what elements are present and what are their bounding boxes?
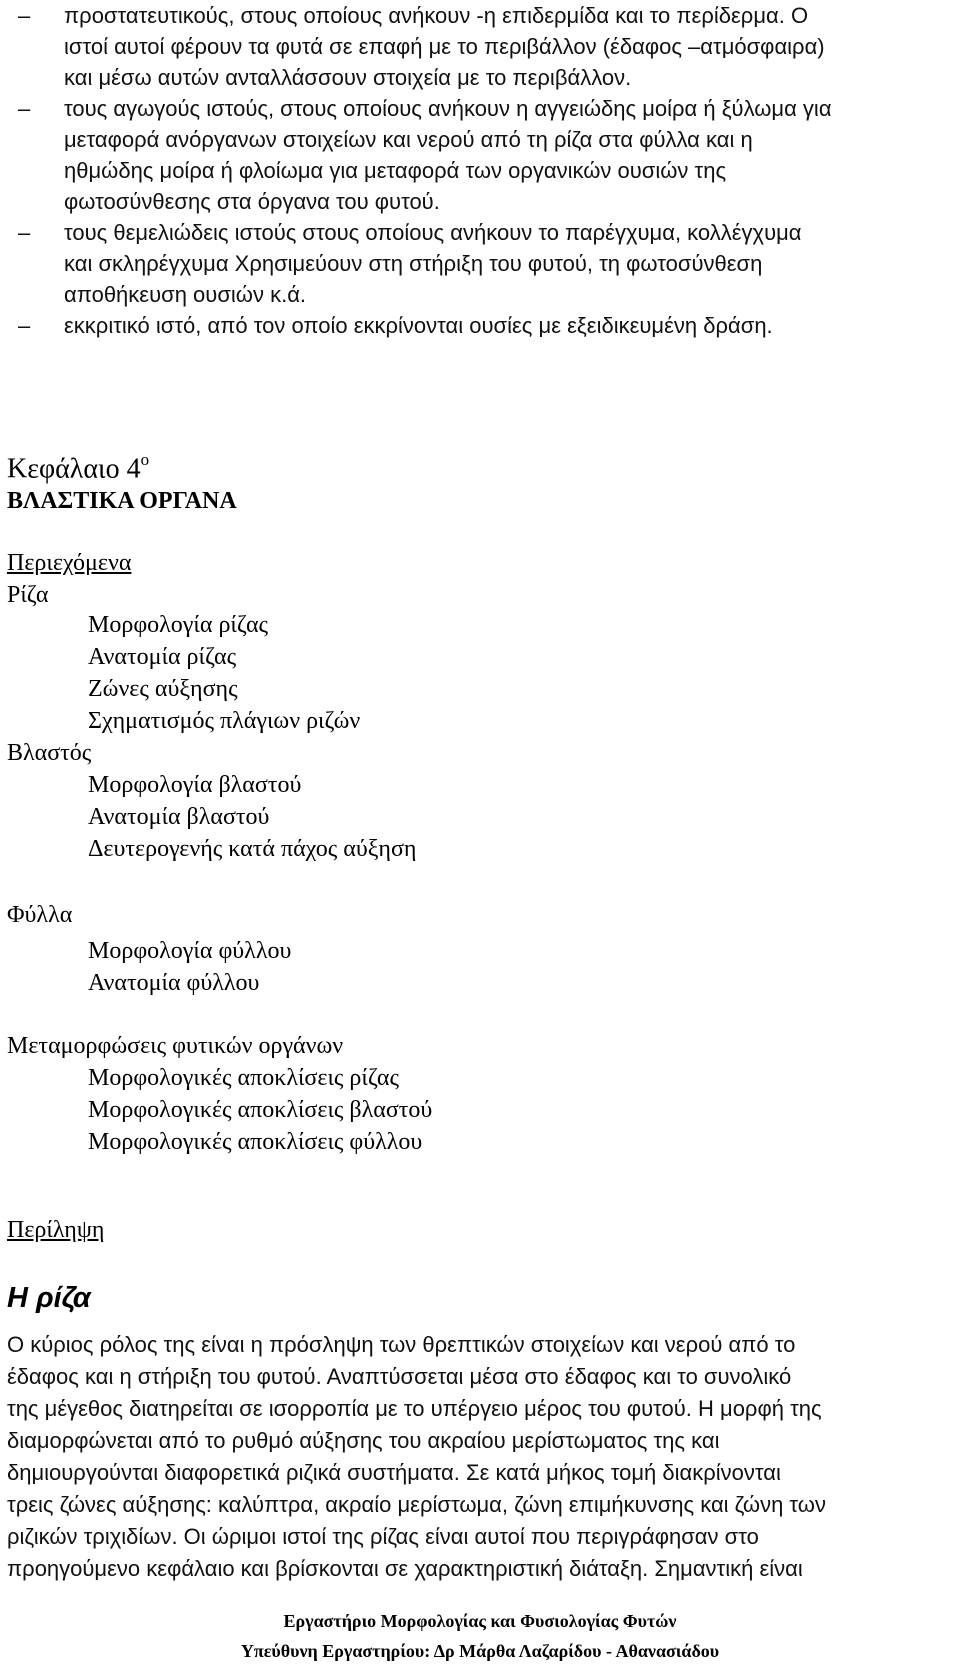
- toc-subitem: Ανατομία βλαστού: [88, 804, 270, 830]
- toc-subitem: Μορφολογία ρίζας: [88, 612, 269, 638]
- paragraph-line: ριζικών τριχιδίων. Οι ώριμοι ιστοί της ρίζας είναι αυτοί που περιγράφησαν στο: [7, 1524, 759, 1549]
- bullet-line: εκκριτικό ιστό, από τον οποίο εκκρίνονται ουσίες με εξειδικευμένη δράση.: [64, 313, 773, 338]
- toc-subitem: Μορφολογικές αποκλίσεις φύλλου: [88, 1129, 423, 1155]
- contents-heading: Περιεχόμενα: [7, 550, 132, 576]
- toc-subitem: Ανατομία ρίζας: [88, 644, 237, 670]
- bullet-line: ιστοί αυτοί φέρουν τα φυτά σε επαφή με το περιβάλλον (έδαφος –ατμόσφαιρα): [64, 34, 825, 59]
- bullet-line: αποθήκευση ουσιών κ.ά.: [64, 282, 307, 307]
- toc-subitem: Ζώνες αύξησης: [88, 676, 238, 702]
- bullet-line: προστατευτικούς, στους οποίους ανήκουν -η επιδερμίδα και το περίδερμα. Ο: [64, 3, 809, 28]
- chapter-subtitle: ΒΛΑΣΤΙΚΑ ΟΡΓΑΝΑ: [7, 488, 237, 514]
- paragraph-line: της μέγεθος διατηρείται σε ισορροπία με το υπέργειο μέρος του φυτού. Η μορφή της: [7, 1396, 822, 1421]
- toc-subitem: Ανατομία φύλλου: [88, 970, 260, 996]
- bullet-line: και μέσω αυτών ανταλλάσσουν στοιχεία με το περιβάλλον.: [64, 65, 632, 90]
- bullet-line: τους αγωγούς ιστούς, στους οποίους ανήκουν η αγγειώδης μοίρα ή ξύλωμα για: [64, 96, 832, 121]
- toc-subitem: Μορφολογικές αποκλίσεις ρίζας: [88, 1065, 399, 1091]
- footer-lab-name: Εργαστήριο Μορφολογίας και Φυσιολογίας Φυτών: [283, 1611, 677, 1631]
- bullet-dash: –: [18, 220, 31, 245]
- toc-item: Μεταμορφώσεις φυτικών οργάνων: [7, 1033, 344, 1059]
- bullet-dash: –: [18, 3, 31, 28]
- toc-subitem: Μορφολογικές αποκλίσεις βλαστού: [88, 1097, 433, 1123]
- bullet-dash: –: [18, 96, 31, 121]
- toc-subitem: Σχηματισμός πλάγιων ριζών: [88, 708, 361, 734]
- paragraph-line: δημιουργούνται διαφορετικά ριζικά συστήματα. Σε κατά μήκος τομή διακρίνονται: [7, 1460, 781, 1485]
- toc-item: Ρίζα: [7, 582, 49, 608]
- paragraph-line: έδαφος και η στήριξη του φυτού. Αναπτύσσεται μέσα στο έδαφος και το συνολικό: [7, 1364, 792, 1389]
- chapter-title: [7, 452, 149, 485]
- bullet-line: ηθμώδης μοίρα ή φλοίωμα για μεταφορά των οργανικών ουσιών της: [64, 158, 727, 183]
- toc-subitem: Μορφολογία βλαστού: [88, 772, 302, 798]
- bullet-line: φωτοσύνθεσης στα όργανα του φυτού.: [64, 189, 440, 214]
- toc-item: Βλαστός: [7, 740, 92, 766]
- summary-heading: Περίληψη: [7, 1217, 105, 1243]
- bullet-line: και σκληρέγχυμα Χρησιμεύουν στη στήριξη του φυτού, τη φωτοσύνθεση: [64, 251, 763, 276]
- paragraph-line: τρεις ζώνες αύξησης: καλύπτρα, ακραίο μερίστωμα, ζώνη επιμήκυνσης και ζώνη των: [7, 1492, 826, 1517]
- paragraph-line: Ο κύριος ρόλος της είναι η πρόσληψη των θρεπτικών στοιχείων και νερού από το: [7, 1332, 796, 1357]
- section-title: Η ρίζα: [7, 1282, 91, 1314]
- bullet-dash: –: [18, 313, 31, 338]
- footer-lab-head: Υπεύθυνη Εργαστηρίου: Δρ Μάρθα Λαζαρίδου - Αθανασιάδου: [240, 1641, 720, 1661]
- paragraph-line: διαμορφώνεται από το ρυθμό αύξησης του ακραίου μερίστωματος της και: [7, 1428, 720, 1453]
- toc-subitem: Δευτερογενής κατά πάχος αύξηση: [88, 836, 417, 862]
- paragraph-line: προηγούμενο κεφάλαιο και βρίσκονται σε χαρακτηριστική διάταξη. Σημαντική είναι: [7, 1556, 803, 1581]
- chapter-ordinal: ο: [140, 450, 150, 469]
- chapter-title-text: Κεφάλαιο 4: [7, 453, 141, 485]
- bullet-line: μεταφορά ανόργανων στοιχείων και νερού από τη ρίζα στα φύλλα και η: [64, 127, 753, 152]
- toc-item: Φύλλα: [7, 902, 73, 928]
- bullet-line: τους θεμελιώδεις ιστούς στους οποίους ανήκουν το παρέγχυμα, κολλέγχυμα: [64, 220, 802, 245]
- toc-subitem: Μορφολογία φύλλου: [88, 938, 292, 964]
